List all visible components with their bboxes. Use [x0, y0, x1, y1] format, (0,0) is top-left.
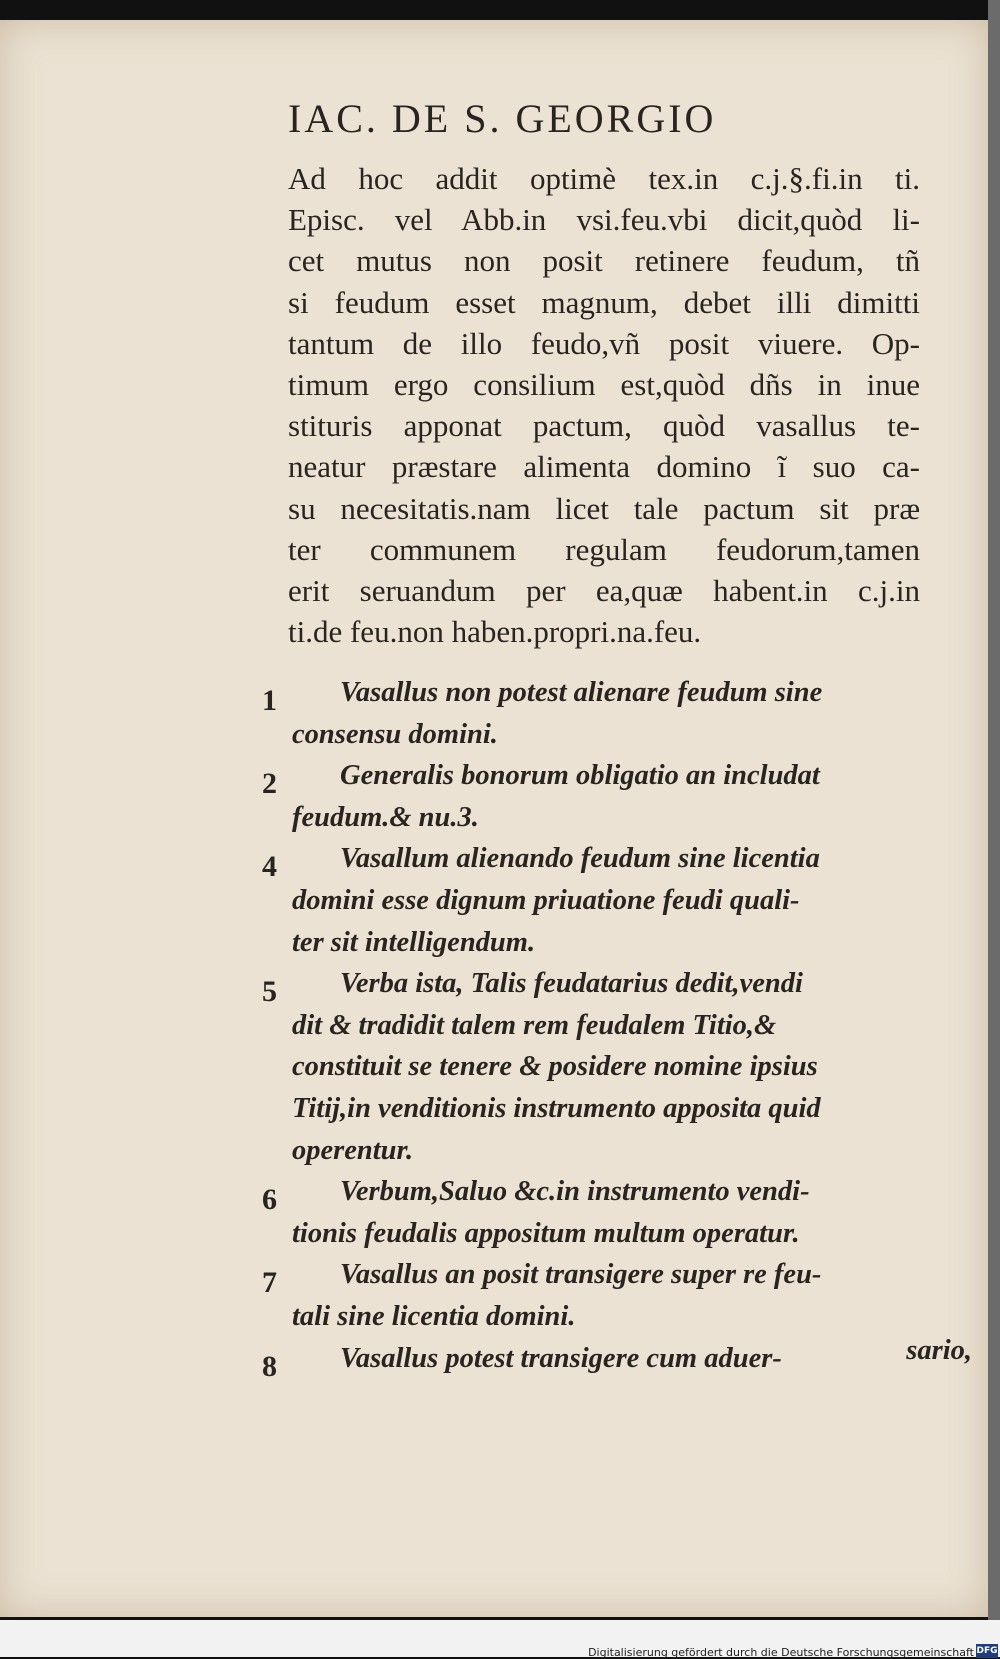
summary-item: [262, 838, 922, 963]
text-line: timum ergo consilium est,quòd dñs in inue: [288, 367, 920, 403]
summary-number: 1: [262, 684, 277, 717]
catchword: sario,: [906, 1335, 972, 1366]
summary-number: 5: [262, 975, 277, 1009]
summary-number: 6: [262, 1183, 277, 1217]
summary-item: [262, 755, 922, 838]
summary-line: ter sit intelligendum.: [292, 926, 536, 958]
running-head: IAC. DE S. GEORGIO: [288, 96, 717, 141]
summary-line: consensu domini.: [292, 718, 498, 750]
summary-line: Vasallus an posit transigere super re feu-: [340, 1259, 822, 1291]
summary-number: 7: [262, 1266, 277, 1300]
summary-line: tionis feudalis appositum multum operatur.: [292, 1217, 800, 1249]
text-line: ti.de feu.non haben.propri.na.feu.: [288, 614, 702, 650]
text-line: erit seruandum per ea,quæ habent.in c.j.in: [288, 573, 920, 609]
summary-line: Generalis bonorum obligatio an includat: [340, 760, 820, 792]
summary-line: tali sine licentia domini.: [292, 1300, 576, 1332]
text-line: neatur præstare alimenta domino ĩ suo ca-: [288, 449, 920, 485]
summary-list: [262, 672, 922, 1383]
summary-number: 8: [262, 1349, 277, 1383]
footer-credit: Digitalisierung gefördert durch die Deutsche Forschungsgemeinschaft: [588, 1646, 974, 1659]
summary-item: [262, 1338, 922, 1383]
summary-line: Vasallus potest transigere cum aduer-: [340, 1342, 782, 1374]
summary-line: operentur.: [292, 1134, 414, 1166]
summary-line: Titij,in venditionis instrumento apposita quid: [292, 1092, 821, 1124]
dfg-logo: DFG: [976, 1646, 998, 1656]
text-line: Episc. vel Abb.in vsi.feu.vbi dicit,quòd li-: [288, 202, 920, 238]
summary-number: 4: [262, 850, 277, 884]
summary-line: Vasallum alienando feudum sine licentia: [340, 843, 820, 875]
summary-item: [262, 672, 922, 755]
summary-item: [262, 1171, 922, 1254]
summary-line: Verbum,Saluo &c.in instrumento vendi-: [340, 1176, 810, 1208]
main-text: [288, 158, 920, 652]
summary-line: Verba ista, Talis feudatarius dedit,vendi: [340, 968, 803, 1000]
text-line: ter communem regulam feudorum,tamen: [288, 531, 920, 567]
summary-line: feudum.& nu.3.: [292, 801, 479, 833]
summary-line: constituit se tenere & posidere nomine ipsius: [292, 1051, 818, 1083]
text-line: tantum de illo feudo,vñ posit viuere. Op-: [288, 325, 920, 361]
summary-number: 2: [262, 767, 277, 801]
summary-item: [262, 1254, 922, 1337]
summary-item: [262, 963, 922, 1171]
summary-line: Vasallus non potest alienare feudum sine: [340, 677, 823, 708]
page-edge: [988, 0, 1000, 1620]
text-line: si feudum esset magnum, debet illi dimitti: [288, 284, 920, 320]
text-line: Ad hoc addit optimè tex.in c.j.§.fi.in ti.: [288, 161, 920, 196]
text-line: cet mutus non posit retinere feudum, tñ: [288, 243, 920, 279]
summary-line: domini esse dignum priuatione feudi quali-: [292, 884, 800, 916]
summary-line: dit & tradidit talem rem feudalem Titio,&: [292, 1009, 777, 1041]
text-line: su necesitatis.nam licet tale pactum sit præ: [288, 490, 920, 526]
text-line: stituris apponat pactum, quòd vasallus te-: [288, 408, 920, 444]
